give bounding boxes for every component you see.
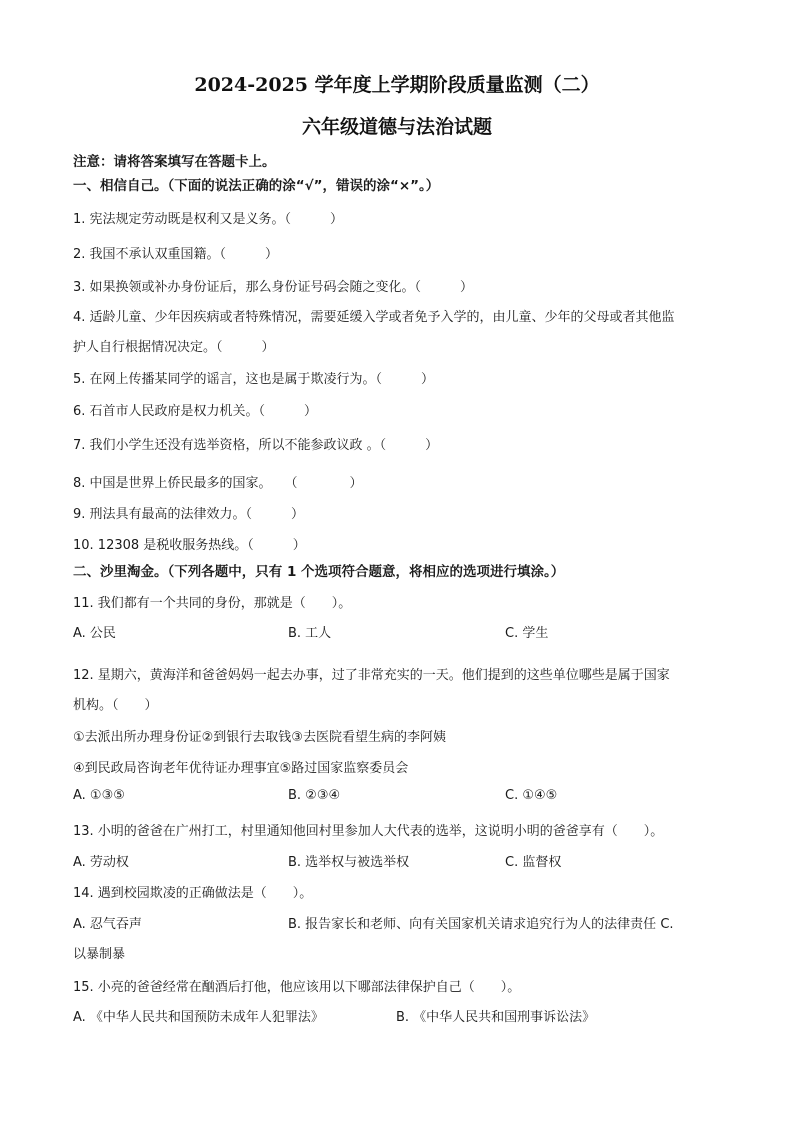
question-11: 11. 我们都有一个共同的身份，那就是（ ）。 xyxy=(73,596,352,611)
question-12-line2: 机构。（ ） xyxy=(73,698,158,713)
question-13: 13. 小明的爸爸在广州打工，村里通知他回村里参加人大代表的选举，这说明小明的爸爸享有（ ）。 xyxy=(73,824,664,839)
question-4-line2: 护人自行根据情况决定。（ ） xyxy=(73,340,275,355)
question-7: 7. 我们小学生还没有选举资格，所以不能参政议政 。（ ） xyxy=(73,438,439,453)
q15-option-b: B. 《中华人民共和国刑事诉讼法》 xyxy=(396,1010,596,1025)
exam-title: 2024-2025 学年度上学期阶段质量监测（二） xyxy=(194,74,600,96)
q12-option-b: B. ②③④ xyxy=(288,788,341,803)
question-4-line1: 4. 适龄儿童、少年因疾病或者特殊情况，需要延缓入学或者免予入学的，由儿童、少年的父母或者其他监 xyxy=(73,310,675,325)
question-10: 10. 12308 是税收服务热线。（ ） xyxy=(73,538,306,553)
q15-option-a: A. 《中华人民共和国预防未成年人犯罪法》 xyxy=(73,1010,324,1025)
q14-option-c: 以暴制暴 xyxy=(73,947,126,962)
question-14: 14. 遇到校园欺凌的正确做法是（ ）。 xyxy=(73,886,313,901)
q11-option-c: C. 学生 xyxy=(505,626,549,641)
question-1: 1. 宪法规定劳动既是权利又是义务。（ ） xyxy=(73,212,344,227)
q12-option-a: A. ①③⑤ xyxy=(73,788,125,803)
question-12-line1: 12. 星期六，黄海洋和爸爸妈妈一起去办事，过了非常充实的一天。他们提到的这些单位哪些是属于国家 xyxy=(73,668,670,683)
q13-option-b: B. 选举权与被选举权 xyxy=(288,855,410,870)
q14-option-b: B. 报告家长和老师、向有关国家机关请求追究行为人的法律责任 C. xyxy=(288,917,674,932)
q12-option-c: C. ①④⑤ xyxy=(505,788,558,803)
section2-heading: 二、沙里淘金。（下列各题中，只有 1 个选项符合题意，将相应的选项进行填涂。） xyxy=(73,564,565,580)
question-2: 2. 我国不承认双重国籍。（ ） xyxy=(73,247,279,262)
question-15: 15. 小亮的爸爸经常在酗酒后打他，他应该用以下哪部法律保护自己（ ）。 xyxy=(73,980,521,995)
q13-option-a: A. 劳动权 xyxy=(73,855,129,870)
question-5: 5. 在网上传播某同学的谣言，这也是属于欺凌行为。（ ） xyxy=(73,372,435,387)
notice: 注意：请将答案填写在答题卡上。 xyxy=(73,154,276,170)
section1-heading: 一、相信自己。（下面的说法正确的涂“√”，错误的涂“×”。） xyxy=(73,178,440,194)
question-6: 6. 石首市人民政府是权力机关。（ ） xyxy=(73,404,318,419)
exam-subtitle: 六年级道德与法治试题 xyxy=(301,116,492,138)
q12-list-2: ④到民政局咨询老年优待证办理事宜⑤路过国家监察委员会 xyxy=(73,761,409,776)
q11-option-b: B. 工人 xyxy=(288,626,332,641)
question-3: 3. 如果换领或补办身份证后，那么身份证号码会随之变化。（ ） xyxy=(73,280,474,295)
q11-option-a: A. 公民 xyxy=(73,626,116,641)
question-8: 8. 中国是世界上侨民最多的国家。 （ ） xyxy=(73,476,363,491)
q13-option-c: C. 监督权 xyxy=(505,855,562,870)
q12-list-1: ①去派出所办理身份证②到银行去取钱③去医院看望生病的李阿姨 xyxy=(73,730,446,745)
q14-option-a: A. 忍气吞声 xyxy=(73,917,142,932)
question-9: 9. 刑法具有最高的法律效力。（ ） xyxy=(73,507,305,522)
